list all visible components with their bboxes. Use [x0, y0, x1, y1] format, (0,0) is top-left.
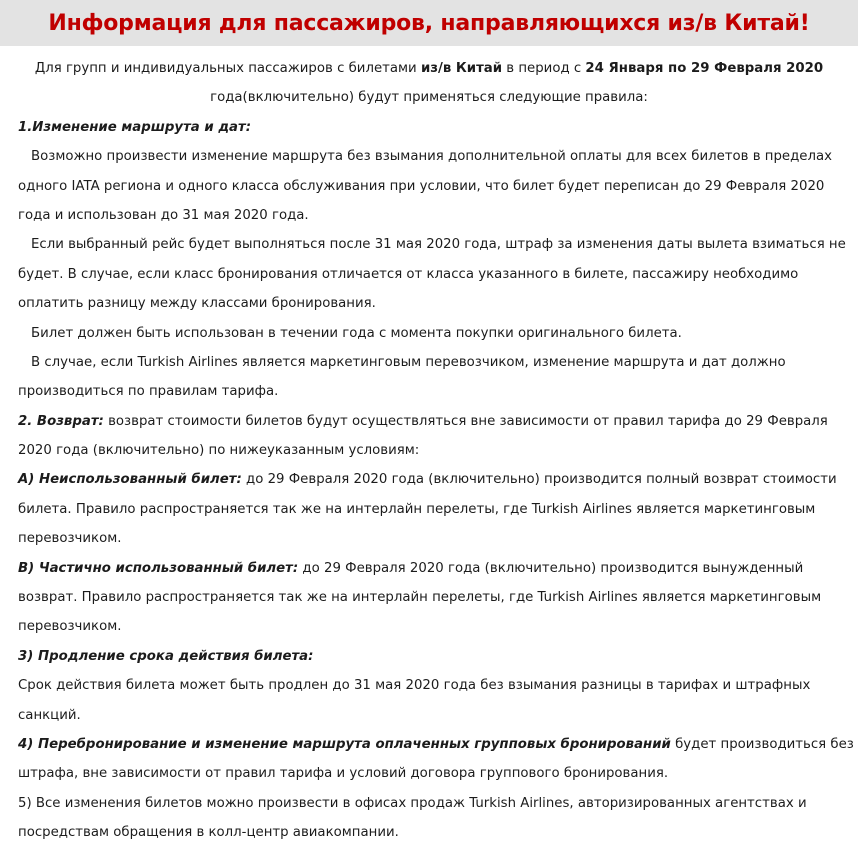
section-1-line: Возможно произвести изменение маршрута без взымания дополнительной оплаты для всех билетов в пределах	[31, 149, 833, 165]
document-body	[0, 54, 858, 848]
section-1-line: оплатить разницу между классами бронирования.	[18, 296, 376, 312]
intro-text: Для групп и индивидуальных пассажиров с билетами	[34, 61, 421, 76]
section-2-heading: 2. Возврат:	[18, 413, 104, 429]
section-2b-line: перевозчиком.	[18, 619, 122, 635]
section-1-line: В случае, если Turkish Airlines является маркетинговым перевозчиком, изменение маршрута и дат должно	[31, 354, 786, 370]
section-1-line: Если выбранный рейс будет выполняться после 31 мая 2020 года, штраф за изменения даты вылета взиматься не	[31, 237, 846, 253]
section-2b-heading: В) Частично использованный билет:	[18, 560, 299, 576]
section-2b-line: В) Частично использованный билет: до 29 Февраля 2020 года (включительно) производится вынужденный	[18, 560, 804, 576]
section-1-line: одного IATA региона и одного класса обслуживания при условии, что билет будет переписан до 29 Февраля 2020	[18, 178, 825, 194]
section-1-line: производиться по правилам тарифа.	[18, 384, 279, 400]
intro-dates: 24 Января по 29 Февраля 2020	[585, 61, 824, 76]
section-2-line: 2020 года (включительно) по нижеуказанным условиям:	[18, 443, 420, 459]
intro-route: из/в Китай	[420, 61, 503, 76]
section-1-line: Билет должен быть использован в течении года с момента покупки оригинального билета.	[31, 325, 682, 341]
section-5-line: посредствам обращения в колл-центр авиакомпании.	[18, 825, 399, 841]
section-3-heading: 3) Продление срока действия билета:	[18, 648, 314, 664]
section-2a-line: перевозчиком.	[18, 531, 122, 547]
section-4-line: 4) Перебронирование и изменение маршрута оплаченных групповых бронирований будет производиться без	[18, 736, 854, 752]
section-2b-line: возврат. Правило распространяется так же на интерлайн перелеты, где Turkish Airlines является маркетинговым	[18, 590, 822, 606]
section-3-line: санкций.	[18, 707, 81, 723]
section-1-heading: 1.Изменение маршрута и дат:	[18, 119, 252, 135]
section-1-line: года и использован до 31 мая 2020 года.	[18, 207, 309, 223]
section-4-heading: 4) Перебронирование и изменение маршрута оплаченных групповых бронирований	[18, 736, 671, 752]
section-3-line: Срок действия билета может быть продлен до 31 мая 2020 года без взымания разницы в тарифах и штрафных	[18, 678, 811, 694]
section-2a-line: А) Неиспользованный билет: до 29 Февраля 2020 года (включительно) производится полный возврат стоимости	[18, 472, 837, 488]
section-2a-heading: А) Неиспользованный билет:	[18, 472, 242, 488]
section-4-line: штрафа, вне зависимости от правил тарифа и условий договора группового бронирования.	[18, 766, 669, 782]
intro-text: в период с	[502, 61, 586, 76]
page-title: Информация для пассажиров, направляющихся из/в Китай!	[48, 10, 810, 36]
section-2-line: 2. Возврат: возврат стоимости билетов будут осуществляться вне зависимости от правил тарифа до 29 Февраля	[18, 413, 828, 429]
section-1-line: будет. В случае, если класс бронирования отличается от класса указанного в билете, пассажиру необходимо	[18, 266, 799, 282]
intro-line-1	[18, 54, 840, 83]
title-banner	[0, 0, 858, 46]
section-2a-line: билета. Правило распространяется так же на интерлайн перелеты, где Turkish Airlines является маркетинговым	[18, 501, 816, 517]
section-5-line: 5) Все изменения билетов можно произвести в офисах продаж Turkish Airlines, авторизированных агентствах и	[18, 795, 807, 811]
intro-line-2: года(включительно) будут применяться следующие правила:	[210, 90, 648, 106]
